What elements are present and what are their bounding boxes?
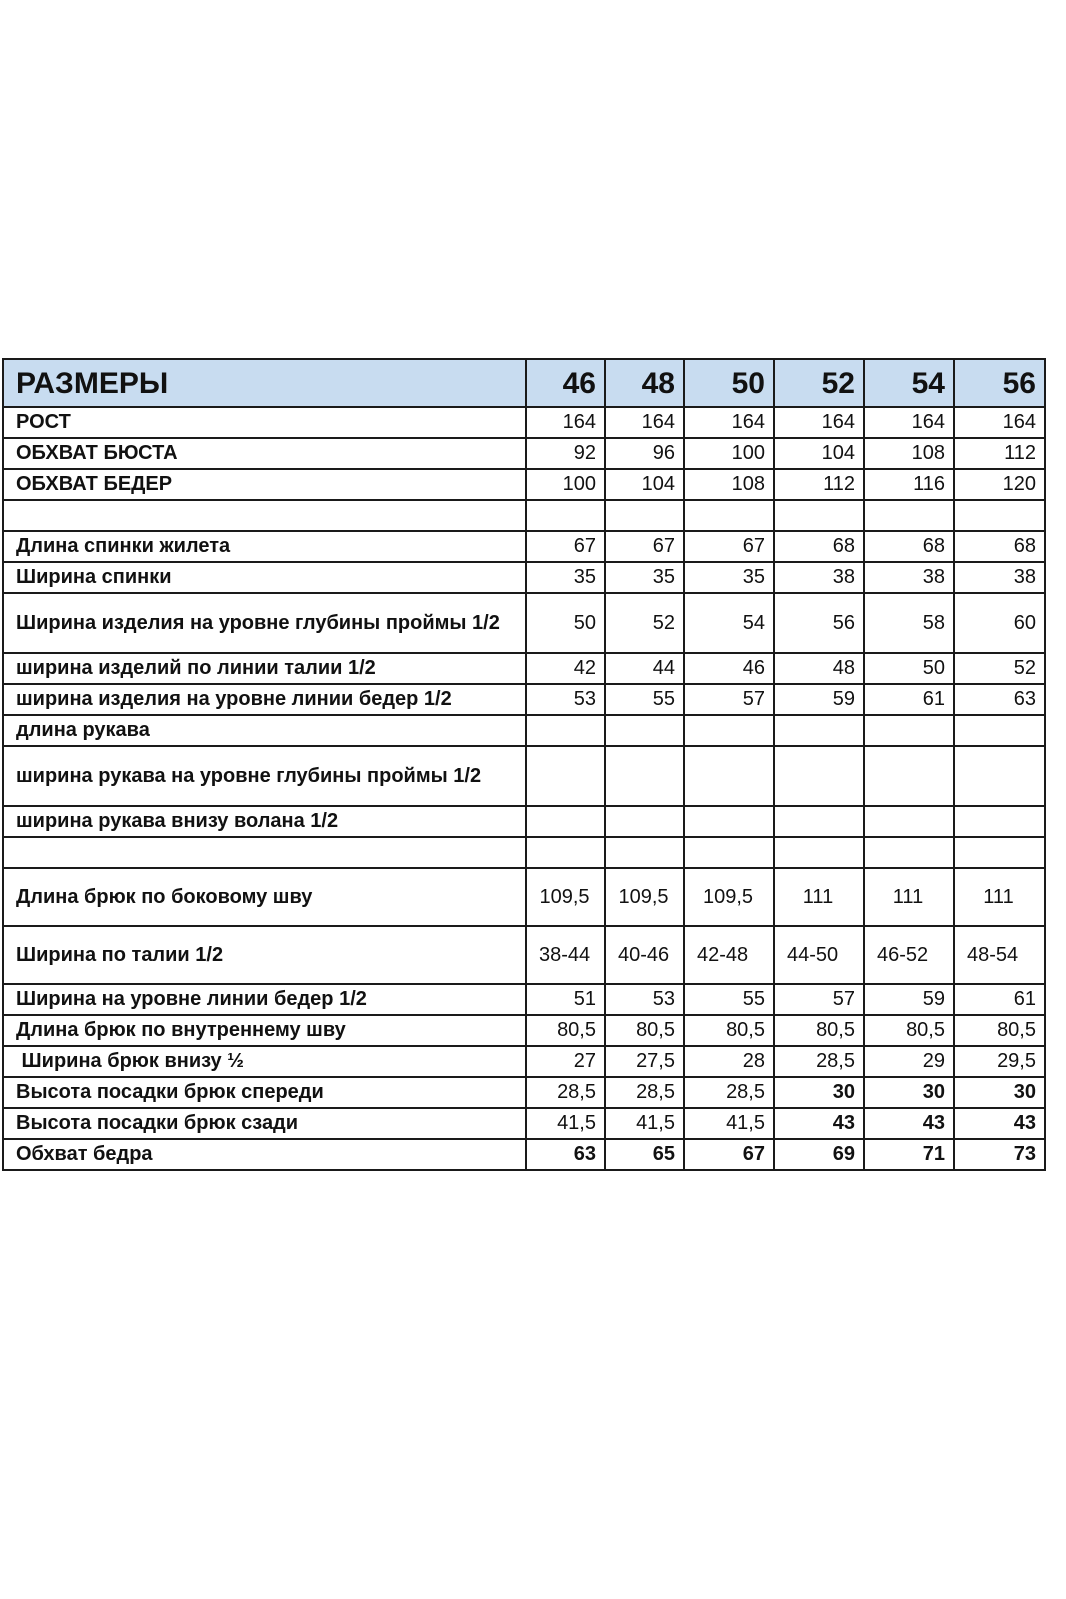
table-cell: 164 <box>954 407 1045 438</box>
size-header: 46 <box>526 359 605 407</box>
table-row <box>3 653 1045 684</box>
table-row <box>3 715 1045 746</box>
table-cell: 52 <box>954 653 1045 684</box>
table-cell: 46 <box>684 653 774 684</box>
table-cell: 120 <box>954 469 1045 500</box>
row-label: Ширина на уровне линии бедер 1/2 <box>3 984 526 1015</box>
table-cell <box>526 715 605 746</box>
table-cell: 164 <box>526 407 605 438</box>
row-label: ширина изделия на уровне линии бедер 1/2 <box>3 684 526 715</box>
table-row <box>3 407 1045 438</box>
table-cell: 44-50 <box>774 926 864 984</box>
row-label: Длина брюк по внутреннему шву <box>3 1015 526 1046</box>
table-cell: 67 <box>684 531 774 562</box>
table-row <box>3 531 1045 562</box>
table-cell: 109,5 <box>526 868 605 926</box>
table-cell: 43 <box>864 1108 954 1139</box>
table-cell: 53 <box>526 684 605 715</box>
table-cell <box>684 500 774 531</box>
header-label: РАЗМЕРЫ <box>3 359 526 407</box>
table-cell: 51 <box>526 984 605 1015</box>
table-cell: 28,5 <box>526 1077 605 1108</box>
table-cell <box>526 746 605 806</box>
table-cell: 109,5 <box>605 868 684 926</box>
table-cell: 35 <box>605 562 684 593</box>
table-row <box>3 1015 1045 1046</box>
table-cell <box>864 746 954 806</box>
row-label <box>3 837 526 868</box>
table-cell: 104 <box>774 438 864 469</box>
table-cell: 41,5 <box>684 1108 774 1139</box>
row-label: Ширина изделия на уровне глубины проймы 1/2 <box>3 593 526 653</box>
table-row <box>3 684 1045 715</box>
row-label: Высота посадки брюк сзади <box>3 1108 526 1139</box>
table-cell: 104 <box>605 469 684 500</box>
table-cell: 80,5 <box>684 1015 774 1046</box>
row-label: ширина рукава на уровне глубины проймы 1/2 <box>3 746 526 806</box>
table-cell: 27 <box>526 1046 605 1077</box>
size-header: 54 <box>864 359 954 407</box>
table-cell: 63 <box>954 684 1045 715</box>
table-cell <box>954 715 1045 746</box>
row-label: Длина брюк по боковому шву <box>3 868 526 926</box>
table-cell: 44 <box>605 653 684 684</box>
table-cell: 38-44 <box>526 926 605 984</box>
table-cell: 112 <box>954 438 1045 469</box>
size-header: 56 <box>954 359 1045 407</box>
table-cell <box>526 806 605 837</box>
table-cell: 164 <box>864 407 954 438</box>
table-cell: 112 <box>774 469 864 500</box>
table-cell: 28,5 <box>774 1046 864 1077</box>
table-cell: 38 <box>864 562 954 593</box>
table-cell <box>954 806 1045 837</box>
row-label: Ширина спинки <box>3 562 526 593</box>
table-row <box>3 500 1045 531</box>
table-cell: 46-52 <box>864 926 954 984</box>
table-cell: 50 <box>526 593 605 653</box>
table-row <box>3 438 1045 469</box>
table-cell: 55 <box>605 684 684 715</box>
table-row <box>3 1139 1045 1170</box>
table-cell <box>774 715 864 746</box>
table-cell: 116 <box>864 469 954 500</box>
table-cell: 28,5 <box>684 1077 774 1108</box>
table-cell: 41,5 <box>526 1108 605 1139</box>
table-cell: 29,5 <box>954 1046 1045 1077</box>
table-cell: 60 <box>954 593 1045 653</box>
table-cell <box>684 715 774 746</box>
row-label: Высота посадки брюк спереди <box>3 1077 526 1108</box>
row-label: ширина изделий по линии талии 1/2 <box>3 653 526 684</box>
table-cell: 57 <box>684 684 774 715</box>
table-cell: 57 <box>774 984 864 1015</box>
table-cell: 30 <box>774 1077 864 1108</box>
table-row <box>3 1108 1045 1139</box>
table-cell: 50 <box>864 653 954 684</box>
table-cell: 108 <box>864 438 954 469</box>
size-header: 52 <box>774 359 864 407</box>
table-cell: 43 <box>954 1108 1045 1139</box>
table-cell: 68 <box>774 531 864 562</box>
table-cell <box>684 837 774 868</box>
table-cell <box>954 837 1045 868</box>
table-cell <box>774 746 864 806</box>
row-label: Ширина по талии 1/2 <box>3 926 526 984</box>
table-cell <box>605 806 684 837</box>
table-cell <box>954 500 1045 531</box>
table-cell <box>605 715 684 746</box>
table-cell: 63 <box>526 1139 605 1170</box>
table-cell <box>605 500 684 531</box>
row-label: ОБХВАТ БЕДЕР <box>3 469 526 500</box>
table-cell: 68 <box>954 531 1045 562</box>
table-cell <box>774 806 864 837</box>
table-cell: 30 <box>954 1077 1045 1108</box>
table-cell <box>864 806 954 837</box>
table-cell: 42 <box>526 653 605 684</box>
size-header: 50 <box>684 359 774 407</box>
table-cell: 164 <box>684 407 774 438</box>
table-cell: 109,5 <box>684 868 774 926</box>
table-cell: 48 <box>774 653 864 684</box>
table-cell: 80,5 <box>954 1015 1045 1046</box>
table-cell: 29 <box>864 1046 954 1077</box>
table-row <box>3 746 1045 806</box>
table-cell <box>605 746 684 806</box>
table-cell: 38 <box>954 562 1045 593</box>
table-cell <box>774 500 864 531</box>
table-cell <box>864 837 954 868</box>
table-cell: 100 <box>684 438 774 469</box>
table-cell: 54 <box>684 593 774 653</box>
table-cell <box>864 500 954 531</box>
table-cell: 28,5 <box>605 1077 684 1108</box>
table-cell: 80,5 <box>864 1015 954 1046</box>
table-cell <box>526 837 605 868</box>
table-cell: 111 <box>954 868 1045 926</box>
table-cell: 80,5 <box>605 1015 684 1046</box>
table-cell: 69 <box>774 1139 864 1170</box>
table-row <box>3 984 1045 1015</box>
table-cell: 67 <box>605 531 684 562</box>
table-cell: 30 <box>864 1077 954 1108</box>
table-cell: 164 <box>774 407 864 438</box>
table-cell: 65 <box>605 1139 684 1170</box>
table-row <box>3 837 1045 868</box>
table-cell: 61 <box>954 984 1045 1015</box>
table-cell <box>526 500 605 531</box>
table-cell: 58 <box>864 593 954 653</box>
table-row <box>3 806 1045 837</box>
table-row <box>3 469 1045 500</box>
table-row <box>3 1046 1045 1077</box>
table-cell: 52 <box>605 593 684 653</box>
table-cell: 73 <box>954 1139 1045 1170</box>
table-cell: 80,5 <box>526 1015 605 1046</box>
table-row <box>3 926 1045 984</box>
table-cell <box>684 746 774 806</box>
table-cell <box>605 837 684 868</box>
table-cell: 100 <box>526 469 605 500</box>
table-cell: 96 <box>605 438 684 469</box>
table-cell: 111 <box>864 868 954 926</box>
table-cell: 43 <box>774 1108 864 1139</box>
table-cell: 59 <box>774 684 864 715</box>
table-cell: 71 <box>864 1139 954 1170</box>
table-row <box>3 562 1045 593</box>
table-cell: 35 <box>684 562 774 593</box>
table-cell: 28 <box>684 1046 774 1077</box>
table-cell: 38 <box>774 562 864 593</box>
header-row <box>3 359 1045 407</box>
size-header: 48 <box>605 359 684 407</box>
row-label: Ширина брюк внизу ½ <box>3 1046 526 1077</box>
table-cell: 59 <box>864 984 954 1015</box>
table-cell: 61 <box>864 684 954 715</box>
table-cell: 67 <box>526 531 605 562</box>
row-label: Обхват бедра <box>3 1139 526 1170</box>
size-chart-table <box>2 358 1046 1171</box>
row-label: ширина рукава внизу волана 1/2 <box>3 806 526 837</box>
table-cell: 80,5 <box>774 1015 864 1046</box>
table-cell: 53 <box>605 984 684 1015</box>
table-cell: 164 <box>605 407 684 438</box>
row-label: ОБХВАТ БЮСТА <box>3 438 526 469</box>
table-cell: 108 <box>684 469 774 500</box>
row-label: РОСТ <box>3 407 526 438</box>
row-label: длина рукава <box>3 715 526 746</box>
table-cell: 35 <box>526 562 605 593</box>
table-cell: 111 <box>774 868 864 926</box>
table-cell: 41,5 <box>605 1108 684 1139</box>
table-cell <box>954 746 1045 806</box>
row-label <box>3 500 526 531</box>
table-cell: 56 <box>774 593 864 653</box>
table-cell <box>684 806 774 837</box>
table-cell: 27,5 <box>605 1046 684 1077</box>
table-cell: 40-46 <box>605 926 684 984</box>
table-cell <box>864 715 954 746</box>
table-cell <box>774 837 864 868</box>
table-row <box>3 868 1045 926</box>
table-cell: 92 <box>526 438 605 469</box>
table-row <box>3 593 1045 653</box>
table-row <box>3 1077 1045 1108</box>
table-cell: 48-54 <box>954 926 1045 984</box>
table-cell: 68 <box>864 531 954 562</box>
table-cell: 67 <box>684 1139 774 1170</box>
row-label: Длина спинки жилета <box>3 531 526 562</box>
table-cell: 42-48 <box>684 926 774 984</box>
table-cell: 55 <box>684 984 774 1015</box>
